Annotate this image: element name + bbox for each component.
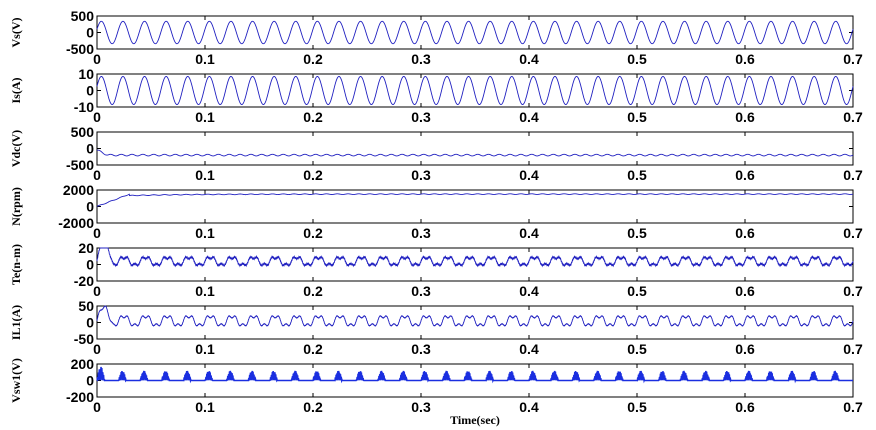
x-tick-label: 0.6 xyxy=(735,167,755,183)
y-tick-label: 50 xyxy=(78,298,94,314)
x-tick-label: 0.5 xyxy=(627,109,647,125)
y-tick-label: -500 xyxy=(65,157,94,173)
axes-box xyxy=(97,74,853,107)
y-tick-label: -2000 xyxy=(58,215,94,231)
y-tick-label: -50 xyxy=(73,331,94,347)
x-tick-label: 0 xyxy=(93,225,101,241)
x-tick-label: 0 xyxy=(93,109,101,125)
x-tick-label: 0.2 xyxy=(303,283,323,299)
y-axis-label: Is(A) xyxy=(9,77,23,104)
x-tick-label: 0 xyxy=(93,51,101,67)
x-tick-label: 0.5 xyxy=(627,341,647,357)
x-tick-label: 0.1 xyxy=(195,167,215,183)
x-tick-label: 0.7 xyxy=(843,399,863,415)
x-tick-label: 0.2 xyxy=(303,51,323,67)
y-tick-label: -500 xyxy=(65,41,94,57)
panel-4 xyxy=(9,240,863,299)
x-axis-label: Time(sec) xyxy=(450,413,500,427)
x-tick-label: 0.3 xyxy=(411,341,431,357)
x-tick-label: 0.4 xyxy=(519,399,539,415)
x-tick-label: 0.6 xyxy=(735,109,755,125)
series-line xyxy=(97,150,853,156)
x-tick-label: 0.5 xyxy=(627,225,647,241)
y-axis-label: N(rpm) xyxy=(9,187,23,226)
panel-5 xyxy=(9,298,863,357)
series-line xyxy=(97,21,853,43)
x-tick-label: 0.3 xyxy=(411,283,431,299)
x-tick-label: 0.2 xyxy=(303,225,323,241)
series-line xyxy=(97,76,853,104)
y-axis-label: Vdc(V) xyxy=(9,129,23,168)
y-tick-label: -20 xyxy=(73,273,94,289)
y-tick-label: 0 xyxy=(86,198,94,215)
x-tick-label: 0.7 xyxy=(843,225,863,241)
y-tick-label: 200 xyxy=(70,356,94,372)
x-tick-label: 0.1 xyxy=(195,341,215,357)
x-tick-label: 0.7 xyxy=(843,283,863,299)
x-tick-label: 0.6 xyxy=(735,283,755,299)
panel-2 xyxy=(9,124,863,183)
series-line xyxy=(97,367,853,381)
y-axis-label: Vs(V) xyxy=(9,17,23,48)
y-tick-label: 0 xyxy=(86,24,94,41)
panel-0 xyxy=(9,8,863,67)
x-tick-label: 0.4 xyxy=(519,109,539,125)
axes-box xyxy=(97,306,853,339)
y-tick-label: 500 xyxy=(70,124,94,140)
y-tick-label: 10 xyxy=(78,66,94,82)
y-tick-label: -200 xyxy=(65,389,94,405)
y-axis-label: IL1(A) xyxy=(9,304,23,341)
x-tick-label: 0.7 xyxy=(843,109,863,125)
x-tick-label: 0.2 xyxy=(303,109,323,125)
x-tick-label: 0.7 xyxy=(843,51,863,67)
x-tick-label: 0.7 xyxy=(843,341,863,357)
axes-box xyxy=(97,132,853,165)
x-tick-label: 0.3 xyxy=(411,225,431,241)
x-tick-label: 0 xyxy=(93,167,101,183)
y-axis-label: Vsw1(V) xyxy=(9,358,23,403)
y-tick-label: 500 xyxy=(70,8,94,24)
y-tick-label: 2000 xyxy=(62,182,94,198)
y-tick-label: 0 xyxy=(86,314,94,331)
x-tick-label: 0.1 xyxy=(195,109,215,125)
x-tick-label: 0.5 xyxy=(627,167,647,183)
y-axis-label: Te(n-m) xyxy=(9,244,23,285)
x-tick-label: 0 xyxy=(93,283,101,299)
x-tick-label: 0.4 xyxy=(519,225,539,241)
x-tick-label: 0.5 xyxy=(627,51,647,67)
y-tick-label: 0 xyxy=(86,82,94,99)
series-line xyxy=(97,194,853,207)
x-tick-label: 0.4 xyxy=(519,51,539,67)
y-tick-label: -10 xyxy=(73,99,94,115)
panel-3 xyxy=(9,182,863,241)
panel-1 xyxy=(9,66,863,125)
x-tick-label: 0.2 xyxy=(303,399,323,415)
x-tick-label: 0.3 xyxy=(411,109,431,125)
axes-box xyxy=(97,16,853,49)
x-tick-label: 0.6 xyxy=(735,225,755,241)
x-tick-label: 0.4 xyxy=(519,283,539,299)
y-tick-label: 20 xyxy=(78,240,94,256)
y-tick-label: 0 xyxy=(86,372,94,389)
x-tick-label: 0.6 xyxy=(735,341,755,357)
x-tick-label: 0.3 xyxy=(411,167,431,183)
series-line xyxy=(97,248,853,266)
series-line xyxy=(97,306,853,326)
x-tick-label: 0.4 xyxy=(519,167,539,183)
x-tick-label: 0.6 xyxy=(735,51,755,67)
x-tick-label: 0.4 xyxy=(519,341,539,357)
x-tick-label: 0.6 xyxy=(735,399,755,415)
x-tick-label: 0.2 xyxy=(303,167,323,183)
x-tick-label: 0.1 xyxy=(195,283,215,299)
axes-box xyxy=(97,190,853,223)
y-tick-label: 0 xyxy=(86,256,94,273)
x-tick-label: 0.1 xyxy=(195,399,215,415)
x-tick-label: 0 xyxy=(93,399,101,415)
x-tick-label: 0.1 xyxy=(195,225,215,241)
x-tick-label: 0.7 xyxy=(843,167,863,183)
x-tick-label: 0.1 xyxy=(195,51,215,67)
x-tick-label: 0.5 xyxy=(627,399,647,415)
x-tick-label: 0.2 xyxy=(303,341,323,357)
y-tick-label: 0 xyxy=(86,140,94,157)
panel-6 xyxy=(9,356,863,427)
x-tick-label: 0 xyxy=(93,341,101,357)
x-tick-label: 0.3 xyxy=(411,399,431,415)
x-tick-label: 0.3 xyxy=(411,51,431,67)
x-tick-label: 0.5 xyxy=(627,283,647,299)
